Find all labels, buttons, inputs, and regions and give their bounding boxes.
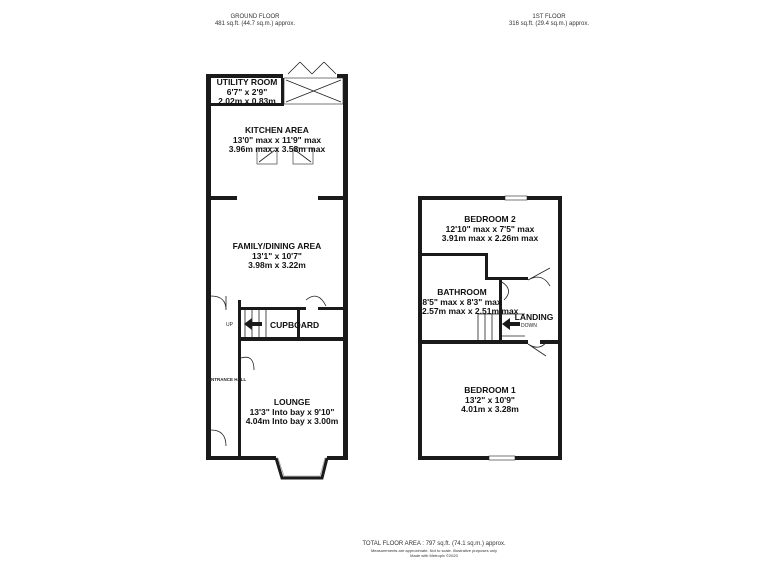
ground-floor-title: GROUND FLOOR — [230, 14, 280, 20]
french-door-right — [312, 62, 336, 74]
kitchen-divider-right — [318, 196, 343, 200]
footer — [334, 540, 534, 558]
first-floor-title: 1ST FLOOR — [532, 14, 566, 20]
lounge-top-wall — [241, 337, 343, 341]
ground-top-wall-right — [337, 74, 348, 78]
total-floor-area: TOTAL FLOOR AREA : 797 sq.ft. (74.1 sq.m.) approx. — [362, 541, 506, 547]
ground-bottom-left — [206, 456, 276, 460]
ground-floor-area: 481 sq.ft. (44.7 sq.m.) approx. — [214, 21, 296, 27]
landing-label — [514, 313, 554, 323]
ground-stairs-up-label: UP — [226, 322, 233, 328]
entrance-hall-label: ENTRANCE HALL — [208, 377, 247, 382]
bathroom-metric: 2.57m max x 2.51m max — [422, 306, 519, 316]
french-door-left — [288, 62, 312, 74]
kitchen-area-imperial: 13'0" max x 11'9" max — [232, 134, 322, 145]
cupboard-top-wall — [241, 307, 306, 310]
landing-left-wall — [485, 253, 488, 279]
family-door — [211, 296, 226, 310]
bedroom2-window — [505, 196, 527, 200]
cupboard-door — [306, 296, 326, 306]
first-stairs-down-label: DOWN — [521, 323, 537, 329]
utility-room-imperial: 6'7" x 2'9" — [226, 86, 268, 97]
cupboard-name: CUPBOARD — [270, 320, 320, 330]
lounge-door — [241, 357, 254, 370]
kitchen-area-label — [211, 126, 343, 155]
landing-name: LANDING — [514, 312, 554, 322]
lounge-name: LOUNGE — [273, 397, 311, 407]
first-right-wall — [558, 196, 562, 460]
bedroom1-name: BEDROOM 1 — [464, 385, 516, 395]
bedroom2-imperial: 12'10" max x 7'5" max — [445, 223, 535, 234]
bedroom2-metric: 3.91m max x 2.26m max — [441, 233, 539, 243]
bathroom-door — [502, 282, 509, 300]
ground-right-wall — [343, 74, 348, 460]
bathroom-name: BATHROOM — [437, 287, 487, 297]
first-top-wall — [418, 196, 562, 200]
bedroom2-wall — [422, 253, 488, 256]
bedroom1-imperial: 13'2" x 10'9" — [465, 394, 515, 405]
bedroom1-metric: 4.01m x 3.28m — [461, 404, 519, 414]
cupboard-label — [270, 320, 320, 331]
bedroom1-window — [489, 456, 515, 460]
landing-top-wall — [485, 277, 528, 280]
family-dining-label — [211, 242, 343, 271]
family-right-stub — [318, 307, 343, 310]
family-dining-name: FAMILY/DINING AREA — [232, 241, 322, 251]
utility-room-name: UTILITY ROOM — [216, 77, 278, 87]
utility-room-label — [212, 78, 282, 107]
disclaimer: Measurements are approximate. Not to scale. Illustrative purposes only — [370, 548, 498, 553]
landing-bottom-stub — [540, 340, 558, 344]
entrance-door — [211, 430, 226, 446]
kitchen-area-name: KITCHEN AREA — [245, 125, 309, 135]
bathroom-imperial: 8'5" max x 8'3" max — [422, 296, 502, 307]
kitchen-divider-left — [211, 196, 237, 200]
family-dining-metric: 3.98m x 3.22m — [248, 260, 306, 270]
kitchen-area-metric: 3.96m max x 3.58m max — [228, 144, 326, 154]
utility-room-metric: 2.02m x 0.83m — [218, 96, 276, 106]
lounge-metric: 4.04m Into bay x 3.00m — [245, 416, 339, 426]
ground-stairs — [244, 310, 266, 337]
bathroom-bottom-wall — [422, 340, 528, 344]
bedroom2-name: BEDROOM 2 — [464, 214, 516, 224]
family-dining-imperial: 13'1" x 10'7" — [252, 250, 302, 261]
bedroom2-label — [422, 215, 558, 244]
lounge-imperial: 13'3" Into bay x 9'10" — [249, 406, 335, 417]
bathroom-label — [422, 287, 519, 317]
ground-bottom-right — [327, 456, 348, 460]
bedroom1-label — [422, 386, 558, 415]
made-with: Made with Metropix ©2020 — [410, 553, 458, 558]
lounge-label — [241, 398, 343, 427]
first-floor-area: 316 sq.ft. (29.4 sq.m.) approx. — [508, 21, 590, 27]
bedroom2-door — [528, 268, 550, 286]
